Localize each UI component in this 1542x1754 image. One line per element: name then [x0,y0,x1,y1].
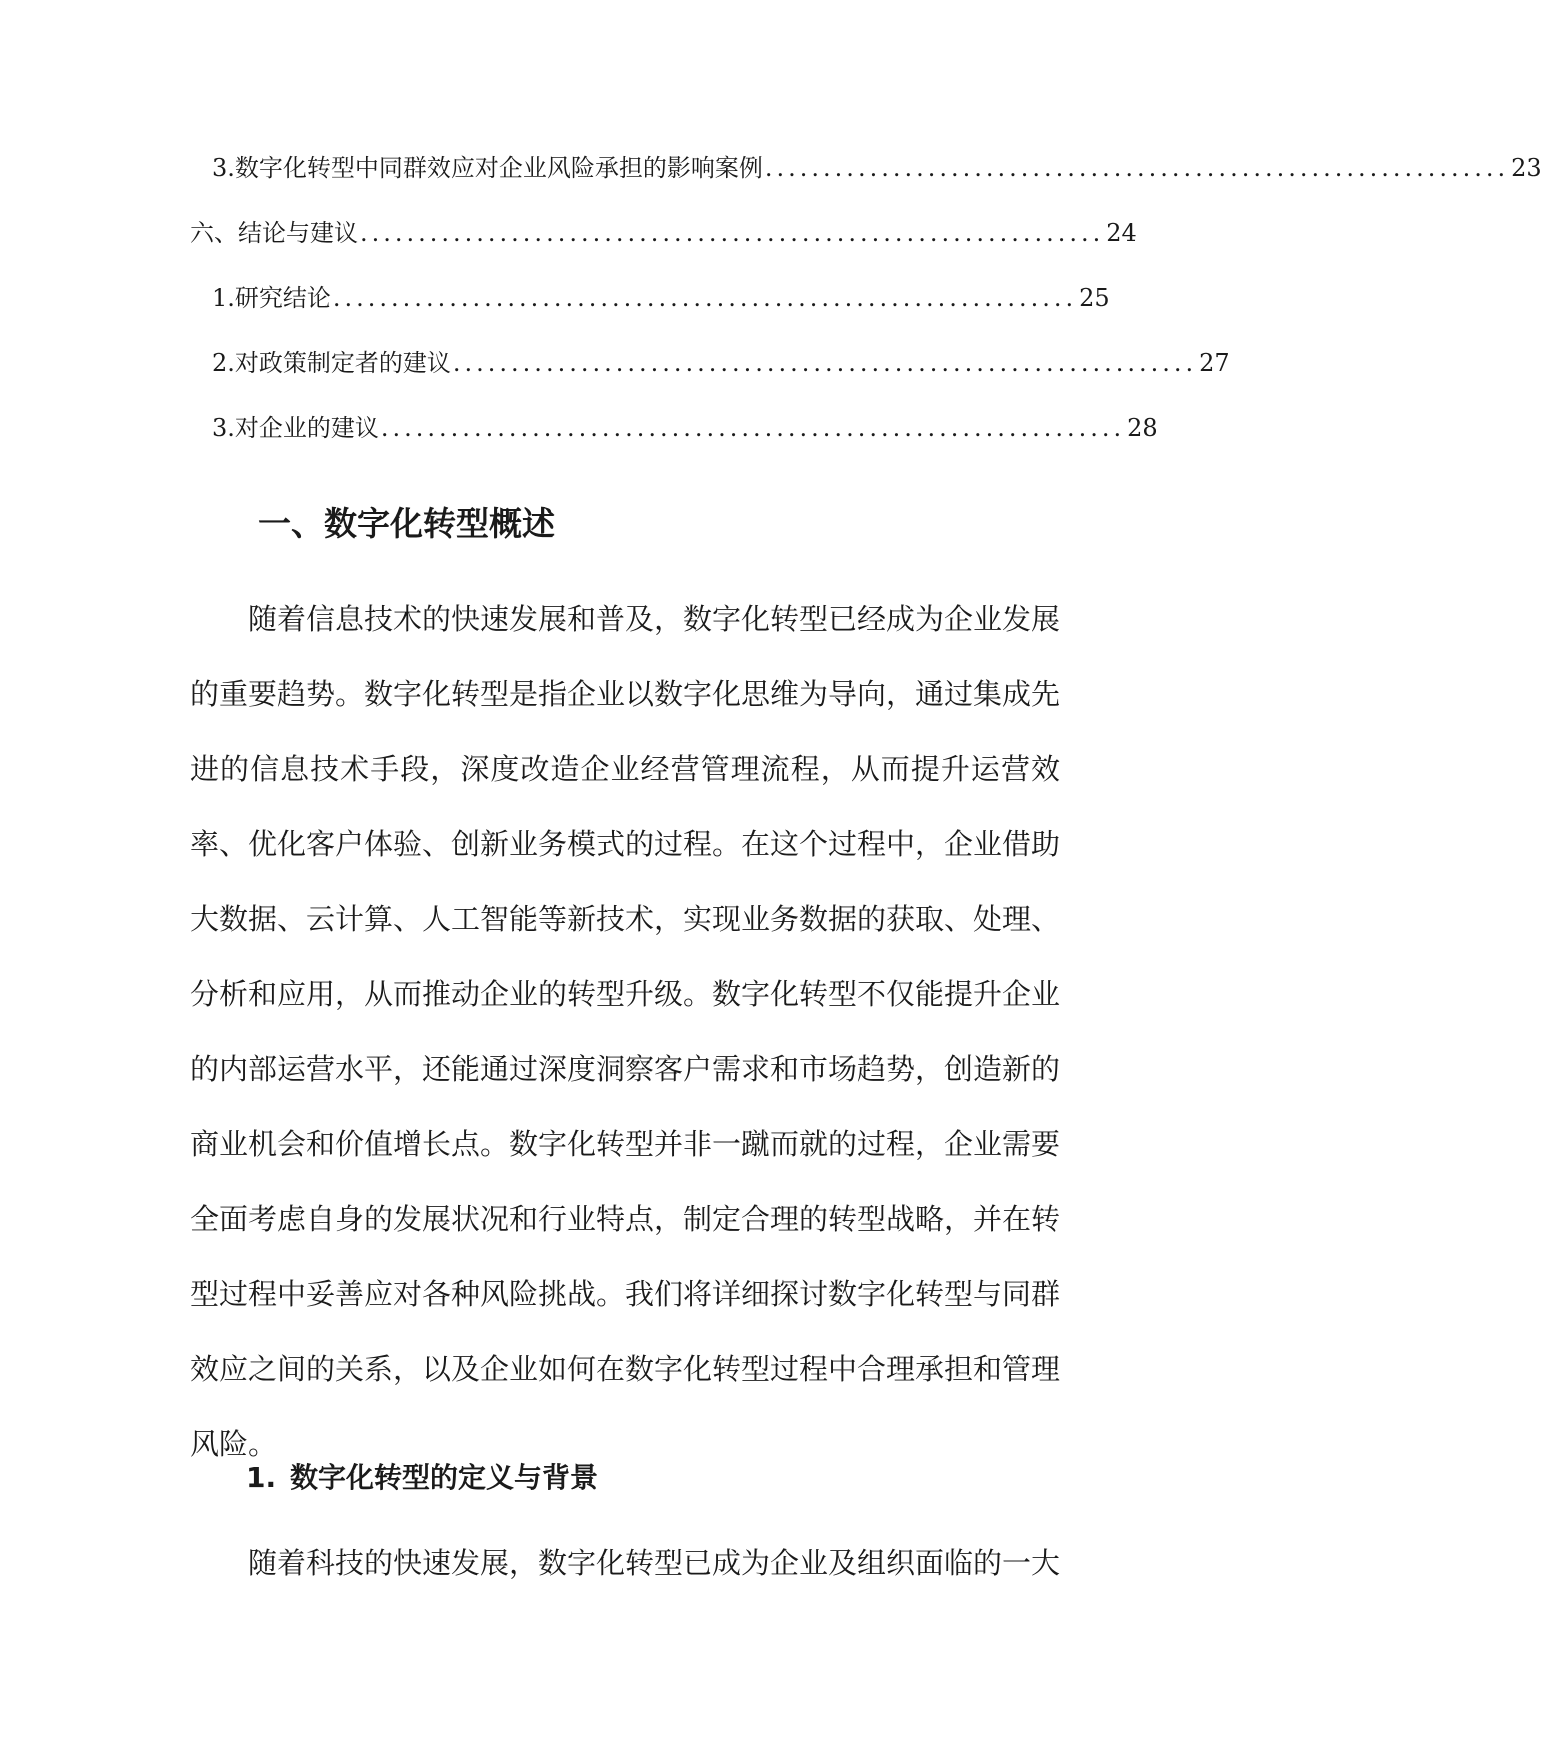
toc-item-title: 对政策制定者的建议 [234,349,451,377]
toc-leader-dots: ................................................................ [764,154,1510,182]
toc-item-enterprise-advice[interactable] [212,408,1158,448]
toc-item-title: 六、结论与建议 [190,219,358,247]
toc-item-title: 研究结论 [234,284,331,312]
toc-item-chapter-6[interactable] [190,213,1137,253]
toc-item-number: 2. [212,349,235,377]
toc-item-title: 对企业的建议 [234,414,379,442]
toc-item-page: 28 [1127,414,1158,442]
toc-item-number: 3. [212,154,235,182]
toc-item-page: 27 [1199,349,1230,377]
toc-item-policy-advice[interactable] [212,343,1230,383]
toc-item-page: 25 [1079,284,1110,312]
subsection-number: 1. [246,1461,277,1494]
toc-item-title: 数字化转型中同群效应对企业风险承担的影响案例 [234,154,763,182]
toc-leader-dots: ................................................................ [452,349,1198,377]
section-paragraph: 随着信息技术的快速发展和普及，数字化转型已经成为企业发展的重要趋势。数字化转型是指企业以数字化思维为导向，通过集成先进的信息技术手段，深度改造企业经营管理流程，从而提升运营效率、优化客户体验、创新业务模式的过程。在这个过程中，企业借助大数据、云计算、人工智能等新技术，实现业务数据的获取、处理、分析和应用，从而推动企业的转型升级。数字化转型不仅能提升企业的内部运营水平，还能通过深度洞察客户需求和市场趋势，创造新的商业机会和价值增长点。数字化转型并非一蹴而就的过程，企业需要全面考虑自身的发展状况和行业特点，制定合理的转型战略，并在转型过程中妥善应对各种风险挑战。我们将详细探讨数字化转型与同群效应之间的关系，以及企业如何在数字化转型过程中合理承担和管理风险。 [190,602,1061,1461]
toc-item-page: 24 [1106,219,1137,247]
toc-leader-dots: ................................................................ [332,284,1078,312]
section-heading: 一、数字化转型概述 [258,504,555,543]
subsection-paragraph: 随着科技的快速发展，数字化转型已成为企业及组织面临的一大 [248,1546,1061,1580]
toc-item-page: 23 [1511,154,1542,182]
toc-item-research-conclusion[interactable] [212,278,1110,318]
toc-item-number: 3. [212,414,235,442]
subsection-title: 数字化转型的定义与背景 [290,1461,599,1494]
toc-item-3-case[interactable] [212,148,1542,188]
toc-leader-dots: ................................................................ [360,219,1105,247]
toc-item-number: 1. [212,284,235,312]
subsection-heading [246,1458,598,1498]
toc-leader-dots: ................................................................ [380,414,1126,442]
